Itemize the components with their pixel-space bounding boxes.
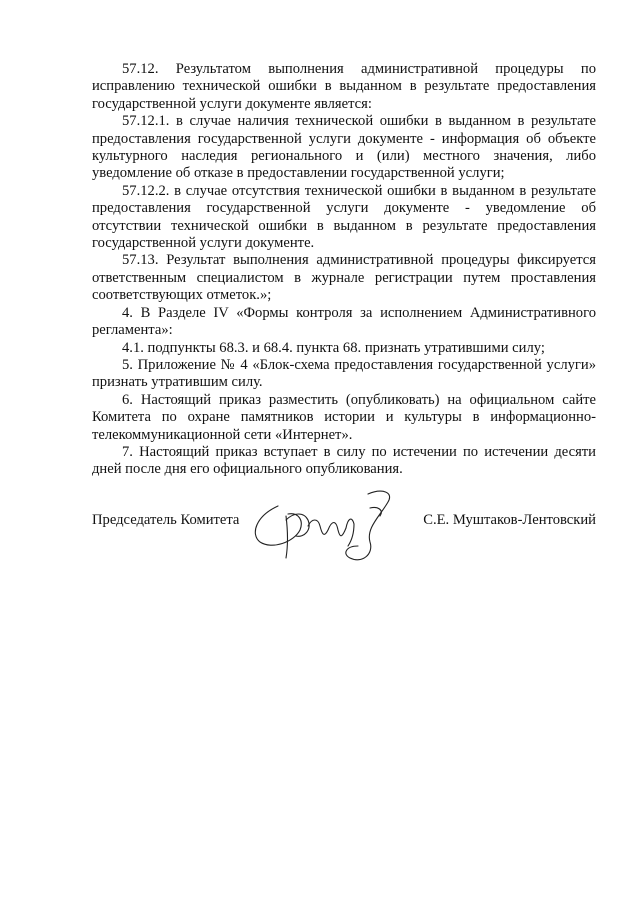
paragraph-7: 7. Настоящий приказ вступает в силу по истечении по истечении десяти дней после дня его официального опубликования. [92,443,596,478]
document-body [92,61,596,479]
signatory-name: С.Е. Муштаков-Лентовский [423,512,596,528]
paragraph-4-1: 4.1. подпункты 68.3. и 68.4. пункта 68. признать утратившими силу; [122,339,545,356]
paragraph-57-13: 57.13. Результат выполнения административной процедуры фиксируется ответственным специалистом в журнале регистрации путем проставления соответствующих отметок.»; [92,252,596,304]
paragraph-57-12-2: 57.12.2. в случае отсутствия технической ошибки в выданном в результате предоставления государственной услуги документе - уведомление об отсутствии технической ошибки в выданном в результате предоставления государственной услуги документе. [92,182,596,252]
paragraph-57-12: 57.12. Результатом выполнения административной процедуры по исправлению технической ошибки в выданном в результате предоставления государственной услуги документе является: [92,61,596,112]
paragraph-6: 6. Настоящий приказ разместить (опубликовать) на официальном сайте Комитета по охране памятников истории и культуры в информационно-телекоммуникационной сети «Интернет». [92,391,596,443]
paragraph-5: 5. Приложение № 4 «Блок-схема предоставления государственной услуги» признать утратившим силу. [92,356,596,391]
handwritten-signature [242,476,417,568]
signature-block [92,512,596,536]
paragraph-4: 4. В Разделе IV «Формы контроля за исполнением Административного регламента»: [92,304,596,339]
signatory-title: Председатель Комитета [92,512,240,528]
paragraph-57-12-1: 57.12.1. в случае наличия технической ошибки в выданном в результате предоставления государственной услуги документе - информация об объекте культурного наследия регионального и (или) местного значения, либо уведомление об отказе в предоставлении государственной услуги; [92,113,596,182]
